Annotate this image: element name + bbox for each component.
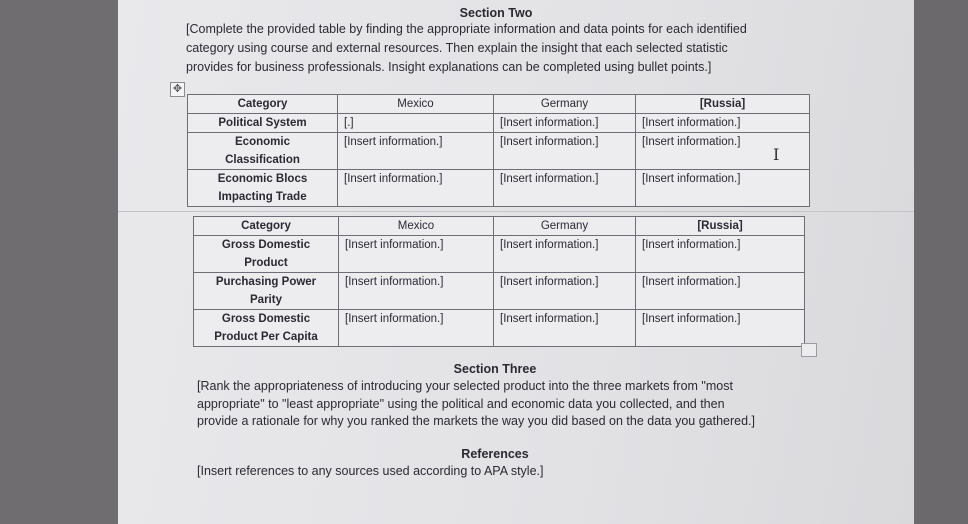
table-row <box>194 236 805 273</box>
category-label: Gross Domestic <box>221 313 311 325</box>
data-cell[interactable]: [Insert information.] <box>338 170 494 207</box>
section-two-heading: Section Two <box>459 6 533 20</box>
references-heading: References <box>461 447 529 461</box>
data-cell[interactable]: [Insert information.] <box>636 273 805 310</box>
category-label: Impacting Trade <box>218 191 307 203</box>
data-cell[interactable]: [Insert information.] <box>339 236 494 273</box>
references-placeholder[interactable]: [Insert references to any sources used according to APA style.] <box>197 464 544 478</box>
section-two-instruction-line-1[interactable]: [Complete the provided table by finding the appropriate information and data points for each identified <box>186 22 747 36</box>
resize-handle-icon[interactable] <box>801 343 817 357</box>
category-label: Economic <box>235 136 290 148</box>
category-cell[interactable] <box>188 170 338 207</box>
header-category[interactable]: Category <box>194 217 339 236</box>
data-cell[interactable]: [Insert information.] <box>494 273 636 310</box>
section-two-instruction-line-2[interactable]: category using course and external resources. Then explain the insight that each selected statistic <box>186 41 728 55</box>
page-separator <box>118 211 914 212</box>
section-three-instruction-line-2[interactable]: appropriate" to "least appropriate" using the political and economic data you collected, and then <box>197 397 725 411</box>
data-cell[interactable]: [Insert information.] <box>636 310 805 347</box>
table-row <box>194 273 805 310</box>
data-cell[interactable]: [Insert information.] <box>494 114 636 133</box>
data-cell[interactable]: [Insert information.] <box>494 133 636 170</box>
section-three-heading: Section Three <box>453 362 537 376</box>
category-label: Economic Blocs <box>217 173 308 185</box>
header-category[interactable]: Category <box>188 95 338 114</box>
category-label: Political System <box>218 117 307 129</box>
data-cell[interactable]: [Insert information.] <box>338 133 494 170</box>
header-mexico[interactable]: Mexico <box>339 217 494 236</box>
category-cell[interactable] <box>194 236 339 273</box>
header-germany[interactable]: Germany <box>494 217 636 236</box>
political-economic-table <box>187 94 810 207</box>
table-header-row <box>194 217 805 236</box>
category-label: Classification <box>225 154 300 166</box>
category-label: Parity <box>250 294 282 306</box>
header-germany[interactable]: Germany <box>494 95 636 114</box>
data-cell[interactable]: [Insert information.] <box>636 114 810 133</box>
data-cell[interactable]: [Insert information.] <box>339 273 494 310</box>
header-mexico[interactable]: Mexico <box>338 95 494 114</box>
category-label: Purchasing Power <box>215 276 317 288</box>
category-label: Gross Domestic <box>221 239 311 251</box>
category-cell[interactable] <box>194 310 339 347</box>
data-cell[interactable]: [Insert information.] <box>339 310 494 347</box>
header-russia[interactable]: [Russia] <box>636 95 810 114</box>
table-row <box>188 170 810 207</box>
category-cell[interactable] <box>188 133 338 170</box>
table-row <box>194 310 805 347</box>
category-label: Product <box>244 257 288 269</box>
section-three-instruction-line-1[interactable]: [Rank the appropriateness of introducing your selected product into the three markets from "most <box>197 379 733 393</box>
move-handle-icon[interactable]: ✥ <box>170 82 185 97</box>
category-label: Product Per Capita <box>214 331 318 343</box>
table-row <box>188 133 810 170</box>
category-cell[interactable] <box>188 114 338 133</box>
section-two-instruction-line-3[interactable]: provides for business professionals. Insight explanations can be completed using bullet points.] <box>186 60 712 74</box>
header-russia[interactable]: [Russia] <box>636 217 805 236</box>
text-cursor-icon: I <box>773 145 780 164</box>
category-cell[interactable] <box>194 273 339 310</box>
data-cell[interactable]: [Insert information.] <box>636 133 810 170</box>
data-cell[interactable]: [Insert information.] <box>494 236 636 273</box>
data-cell[interactable]: [Insert information.] <box>494 310 636 347</box>
data-cell[interactable]: [Insert information.] <box>636 170 810 207</box>
table-header-row <box>188 95 810 114</box>
table-row <box>188 114 810 133</box>
data-cell[interactable]: [Insert information.] <box>494 170 636 207</box>
data-cell[interactable]: [.] <box>338 114 494 133</box>
economic-indicators-table <box>193 216 805 347</box>
window-edge <box>914 0 968 524</box>
section-three-instruction-line-3[interactable]: provide a rationale for why you ranked the markets the way you did based on the data you gathered.] <box>197 414 755 428</box>
data-cell[interactable]: [Insert information.] <box>636 236 805 273</box>
